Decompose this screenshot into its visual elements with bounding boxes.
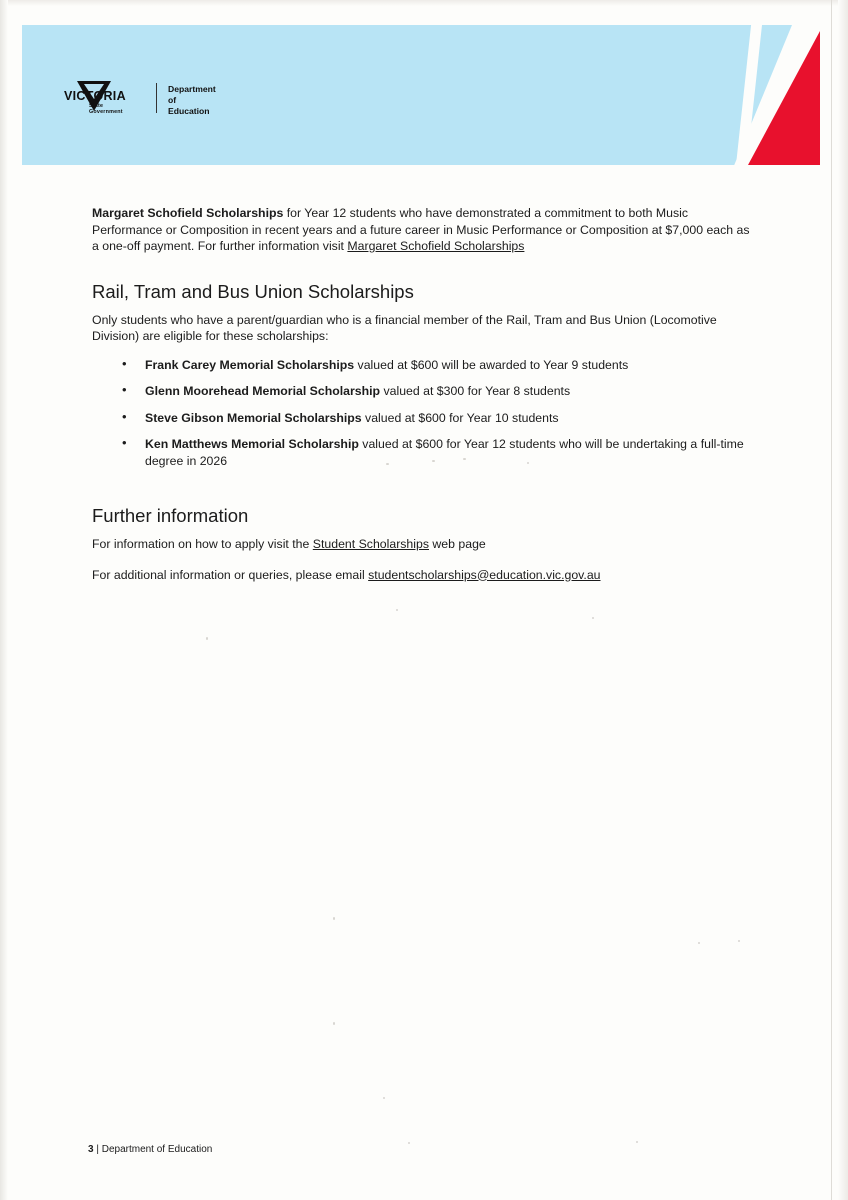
- further-information-section: [92, 505, 752, 583]
- apply-info-prefix: For information on how to apply visit the: [92, 537, 313, 551]
- footer-organisation: Department of Education: [101, 1144, 213, 1155]
- scholarship-detail: valued at $600 for Year 12 students who will be undertaking a full-time degree in 2026: [145, 437, 744, 468]
- scan-speck: [396, 609, 398, 611]
- further-information-heading: Further information: [92, 505, 249, 526]
- margaret-schofield-link[interactable]: Margaret Schofield Scholarships: [347, 239, 525, 253]
- rtbu-intro: Only students who have a parent/guardian who is a financial member of the Rail, Tram and Bus Union (Locomotive Division) are eligible for these scholarships:: [92, 312, 717, 343]
- list-item: [92, 357, 752, 374]
- queries-info-line: [92, 567, 752, 584]
- victoria-logo-mark: [64, 81, 216, 123]
- scholarship-name: Steve Gibson Memorial Scholarships: [145, 410, 362, 425]
- scan-speck: [333, 917, 335, 920]
- logo-subtext-line2: Government: [89, 109, 123, 116]
- scan-speck: [206, 637, 208, 640]
- victoria-state-government-logo: [64, 81, 216, 123]
- student-scholarships-link[interactable]: Student Scholarships: [312, 537, 429, 551]
- rtbu-heading: Rail, Tram and Bus Union Scholarships: [92, 280, 414, 302]
- list-item: [92, 383, 752, 400]
- list-item: [92, 436, 752, 469]
- rtbu-section: [92, 281, 752, 470]
- footer-page-number: 3: [88, 1144, 94, 1155]
- scan-speck: [408, 1142, 410, 1144]
- scan-speck: [738, 940, 740, 942]
- margaret-schofield-paragraph: [92, 205, 752, 255]
- apply-info-line: [92, 536, 752, 553]
- scan-artifact-line: [831, 0, 832, 1200]
- scholarship-detail: valued at $600 for Year 10 students: [361, 410, 559, 425]
- scholarship-name: Glenn Moorehead Memorial Scholarship: [145, 384, 381, 398]
- rtbu-scholarship-list: [92, 357, 752, 470]
- logo-department-line1: Department: [168, 84, 216, 94]
- scan-speck: [698, 942, 700, 944]
- scan-speck: [636, 1141, 638, 1143]
- footer-separator: |: [93, 1144, 102, 1155]
- margaret-schofield-text: for Year 12 students who have demonstrated a commitment to both Music Performance or Composition in recent years and a future career in Music Performance or Composition at $7,000 each as a one-off payment. For further information visit: [92, 206, 750, 253]
- scan-speck: [383, 1097, 385, 1099]
- scholarship-name: Frank Carey Memorial Scholarships: [145, 357, 355, 372]
- scan-speck: [592, 617, 594, 619]
- queries-info-prefix: For additional information or queries, please email: [92, 567, 369, 582]
- scan-artifact-top: [0, 0, 848, 6]
- margaret-schofield-title: Margaret Schofield Scholarships: [92, 206, 284, 220]
- logo-wordmark: VICTORIA: [64, 89, 126, 103]
- list-item: [92, 410, 752, 427]
- page-header-banner: [22, 25, 820, 165]
- scan-artifact-right: [838, 0, 848, 1200]
- logo-department-line2: of Education: [168, 95, 210, 116]
- apply-info-suffix: web page: [429, 537, 486, 551]
- document-body: [92, 205, 752, 597]
- logo-subtext-line1: State: [89, 103, 104, 109]
- logo-subtext: [89, 103, 123, 116]
- scholarship-detail: valued at $600 will be awarded to Year 9 students: [354, 357, 629, 372]
- page-footer: [88, 1144, 212, 1155]
- scan-speck: [333, 1022, 335, 1025]
- scholarship-name: Ken Matthews Memorial Scholarship: [145, 437, 359, 451]
- logo-divider: [156, 83, 157, 113]
- scan-artifact-left: [0, 0, 8, 1200]
- student-scholarships-email-link[interactable]: studentscholarships@education.vic.gov.au: [368, 567, 601, 582]
- logo-department-text: [168, 84, 216, 117]
- scholarship-detail: valued at $300 for Year 8 students: [380, 384, 571, 398]
